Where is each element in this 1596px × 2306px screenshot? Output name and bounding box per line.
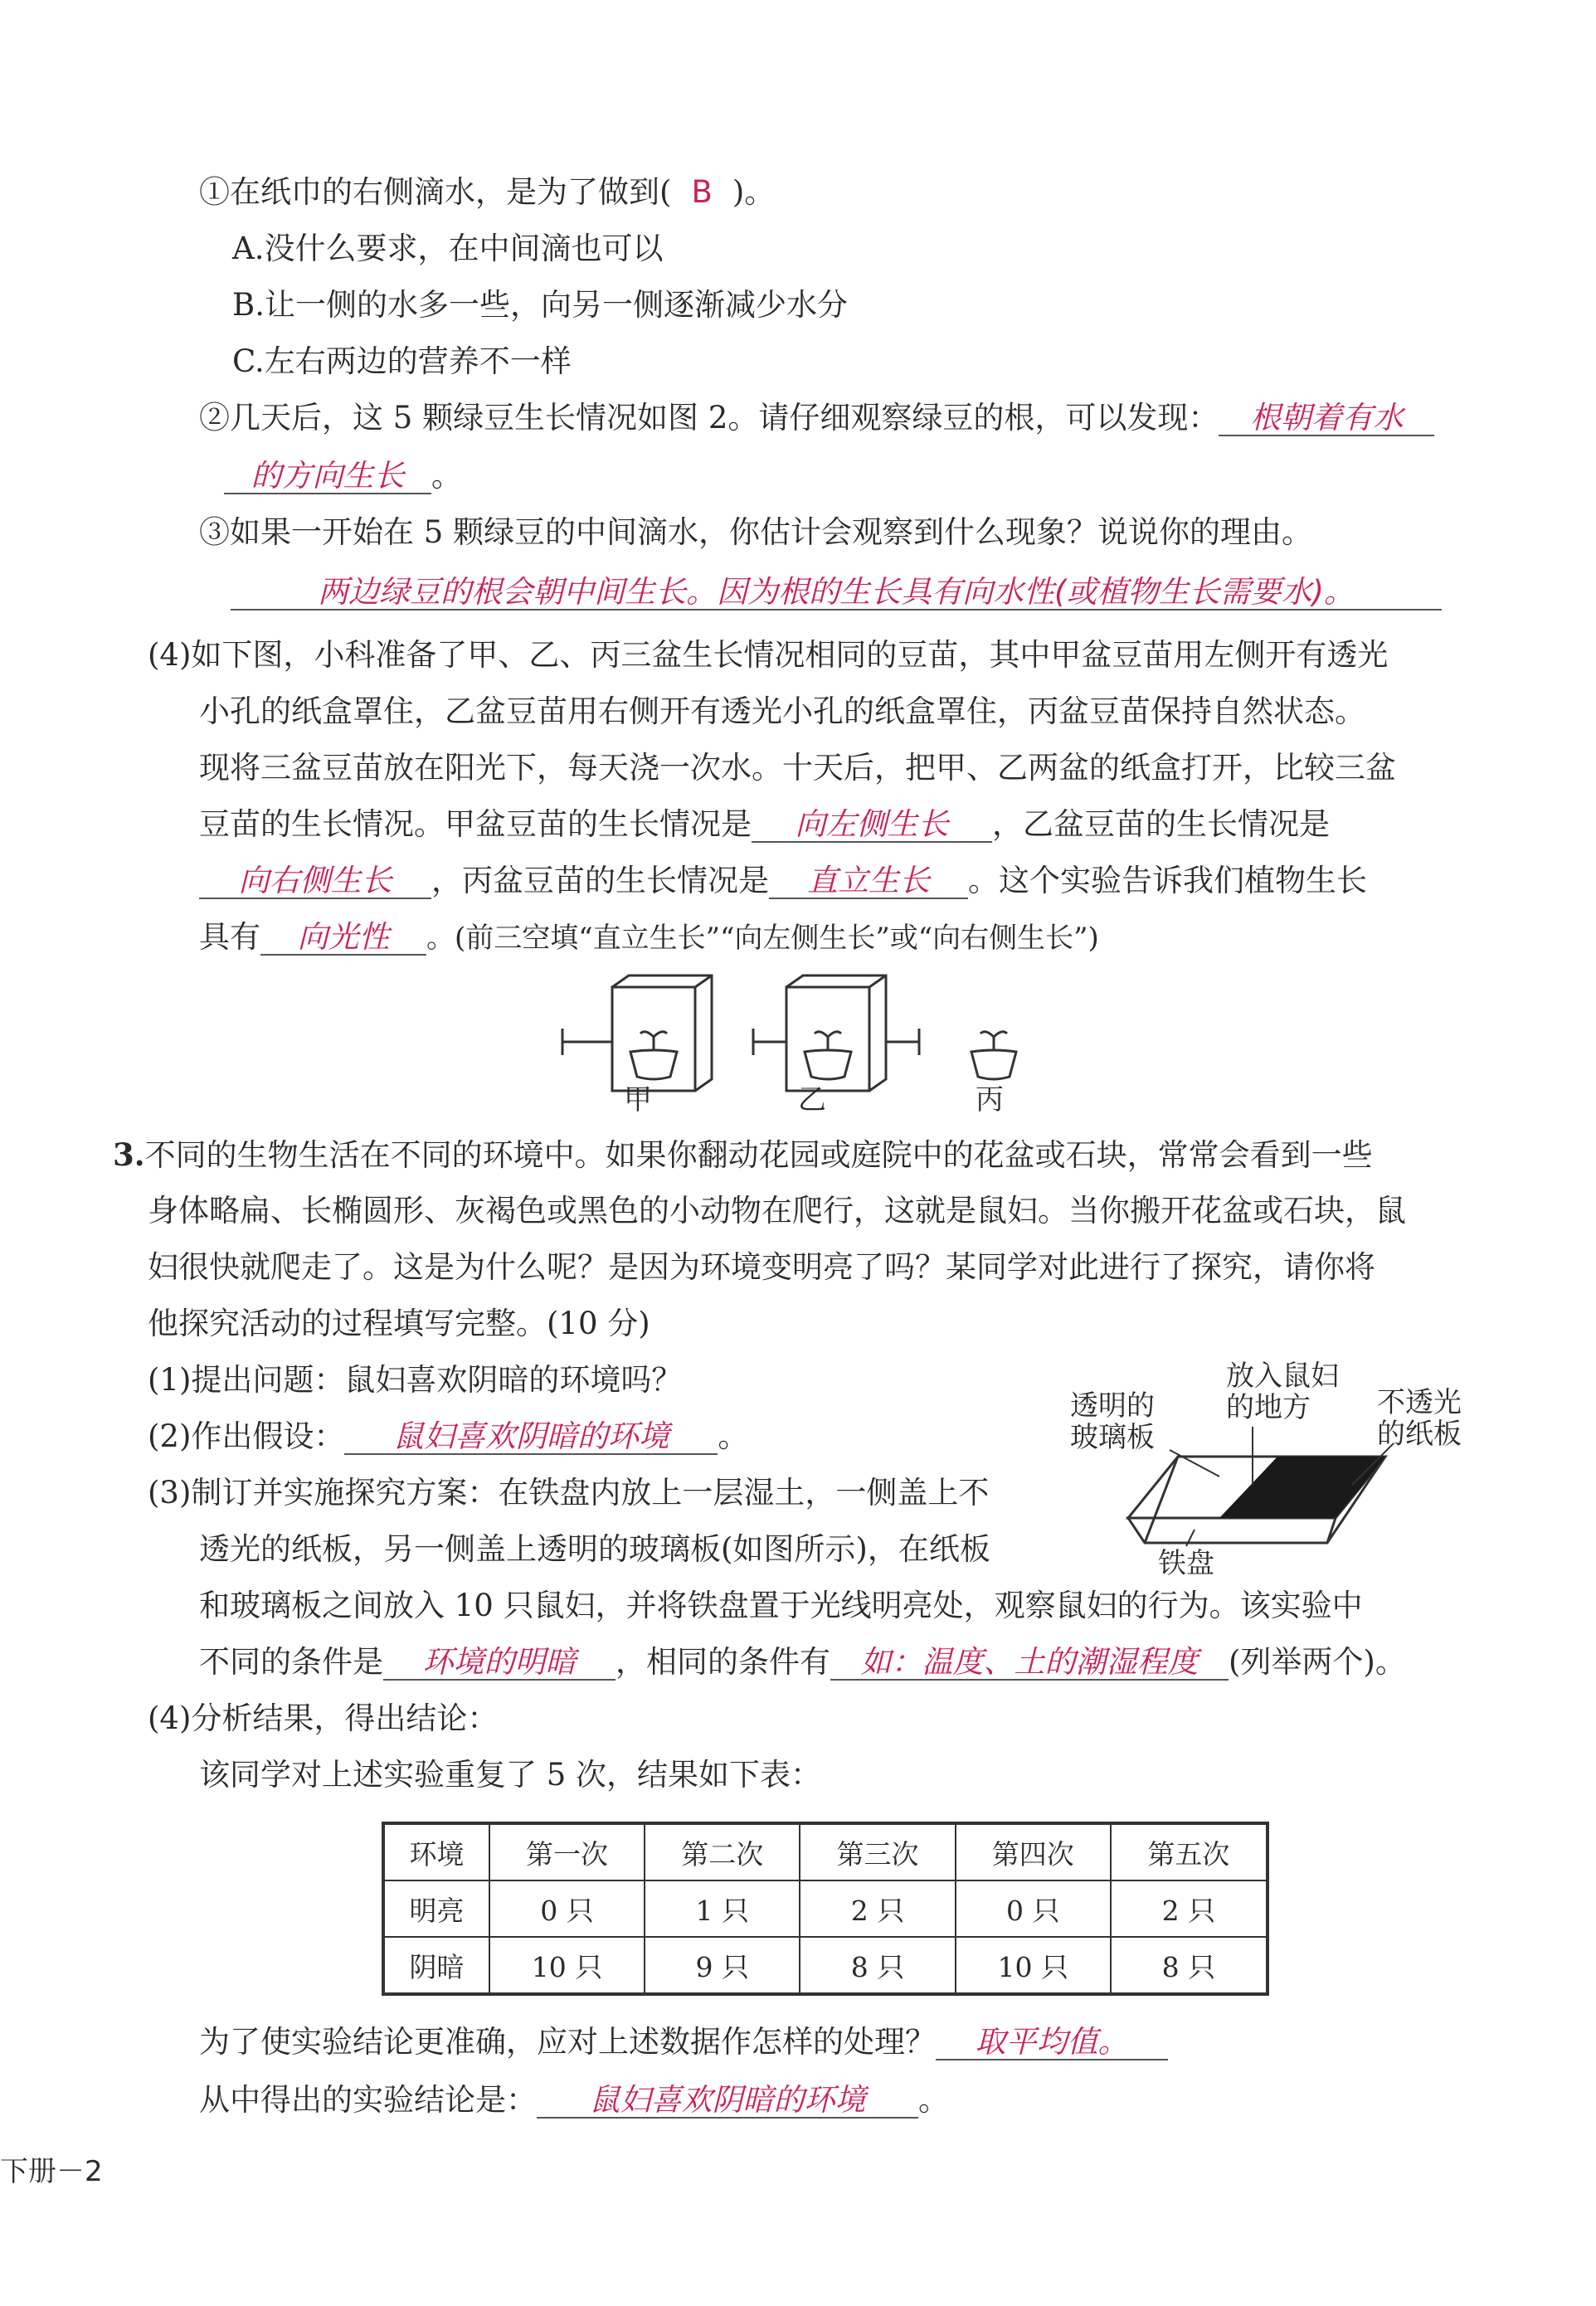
q4-line-4: 豆苗的生长情况。甲盆豆苗的生长情况是 向左侧生长 ，乙盆豆苗的生长情况是 [199,806,1330,842]
q3-step-4: (4)分析结果，得出结论： [148,1700,499,1736]
table-cell: 第一次 [489,1823,645,1880]
answer-2a: 根朝着有水 [1219,401,1434,436]
answer-jia: 向左侧生长 [752,808,992,843]
fig-glass-label-1: 透明的 [1070,1389,1155,1423]
answer-variable: 环境的明暗 [383,1646,616,1681]
q3-line-4: 他探究活动的过程填写完整。(10 分) [148,1306,650,1341]
answer-process: 取平均值。 [936,2026,1168,2060]
answer-yi: 向右侧生长 [199,864,431,899]
label-yi: 乙 [798,1083,826,1117]
table-cell: 10 只 [489,1937,645,1994]
q3-step-3b: 透光的纸板，另一侧盖上透明的玻璃板(如图所示)，在纸板 [199,1531,990,1567]
table-cell: 8 只 [800,1937,955,1994]
table-row [383,1937,1268,1994]
q3-line-1: 3.不同的生物生活在不同的环境中。如果你翻动花园或庭院中的花盆或石块，常常会看到一些 [113,1136,1373,1173]
table-cell: 第三次 [800,1823,955,1880]
table-cell: 阴暗 [383,1937,489,1994]
q3-step-3d: 不同的条件是 环境的明暗 ，相同的条件有 如：温度、土的潮湿程度 (列举两个)。 [199,1644,1406,1680]
table-cell: 第二次 [645,1823,800,1880]
label-bing: 丙 [976,1083,1004,1117]
q2-line-2b: 的方向生长 。 [224,458,462,494]
q3-step-1: (1)提出问题：鼠妇喜欢阴暗的环境吗？ [148,1362,683,1398]
q3-step-2: (2)作出假设： 鼠妇喜欢阴暗的环境 。 [148,1418,749,1454]
answer-hypothesis: 鼠妇喜欢阴暗的环境 [344,1420,718,1455]
table-cell: 明亮 [383,1880,489,1937]
table-cell: 环境 [383,1823,489,1880]
table-cell: 0 只 [956,1880,1111,1937]
fig-place-label-2: 的地方 [1226,1391,1311,1424]
table-cell: 9 只 [645,1937,800,1994]
answer-1: B [691,174,713,210]
table-header-row [383,1823,1268,1880]
q3-line-3: 妇很快就爬走了。这是为什么呢？是因为环境变明亮了吗？某同学对此进行了探究，请你将 [148,1249,1375,1285]
q3-step-3a: (3)制订并实施探究方案：在铁盘内放上一层湿土，一侧盖上不 [148,1475,990,1511]
q3-number: 3. [113,1136,145,1173]
table-row [383,1880,1268,1937]
q2-line-3-answer [231,574,1442,611]
option-b: B.让一侧的水多一些，向另一侧逐渐减少水分 [232,287,848,323]
answer-phototropism: 向光性 [260,921,426,956]
q4-line-2: 小孔的纸盒罩住，乙盆豆苗用右侧开有透光小孔的纸盒罩住，丙盆豆苗保持自然状态。 [199,693,1365,729]
label-jia: 甲 [624,1083,652,1117]
fig-board-label-1: 不透光 [1377,1386,1462,1419]
q2-line-2: ②几天后，这 5 颗绿豆生长情况如图 2。请仔细观察绿豆的根，可以发现： 根朝着有水 [199,400,1434,436]
fig-board-label-2: 的纸板 [1377,1418,1462,1451]
answer-3: 两边绿豆的根会朝中间生长。因为根的生长具有向水性(或植物生长需要水)。 [231,576,1442,611]
table-cell: 10 只 [956,1937,1111,1994]
q4-line-3: 现将三盆豆苗放在阳光下，每天浇一次水。十天后，把甲、乙两盆的纸盒打开，比较三盆 [199,750,1396,786]
q2-line-3: ③如果一开始在 5 颗绿豆的中间滴水，你估计会观察到什么现象？说说你的理由。 [199,514,1313,550]
answer-2b: 的方向生长 [224,460,431,494]
table-cell: 第五次 [1111,1823,1268,1880]
table-cell: 2 只 [1111,1880,1268,1937]
results-table [382,1822,1269,1996]
pot-bing [971,1032,1016,1079]
table-cell: 2 只 [800,1880,955,1937]
q3-conclusion: 从中得出的实验结论是： 鼠妇喜欢阴暗的环境 。 [199,2082,949,2118]
option-a: A.没什么要求，在中间滴也可以 [232,231,664,266]
opaque-board [1219,1457,1385,1518]
q4-line-5: 向右侧生长 ，丙盆豆苗的生长情况是 直立生长 。这个实验告诉我们植物生长 [199,863,1367,899]
page-footer: 下册－2 [0,2155,103,2188]
table-cell: 1 只 [645,1880,800,1937]
answer-constants: 如：温度、土的潮湿程度 [830,1646,1229,1681]
q4-line-6: 具有 向光性 。(前三空填“直立生长”“向左侧生长”或“向右侧生长”) [199,919,1099,955]
answer-conclusion: 鼠妇喜欢阴暗的环境 [537,2084,918,2119]
q3-step-4b: 该同学对上述实验重复了 5 次，结果如下表： [199,1757,822,1793]
q3-step-3c: 和玻璃板之间放入 10 只鼠妇，并将铁盘置于光线明亮处，观察鼠妇的行为。该实验中 [199,1588,1363,1623]
tray-figure [1128,1427,1493,1559]
fig-place-label-1: 放入鼠妇 [1226,1360,1339,1393]
q4-line-1: (4)如下图，小科准备了甲、乙、丙三盆生长情况相同的豆苗，其中甲盆豆苗用左侧开有透光 [148,637,1389,673]
q3-line-2: 身体略扁、长椭圆形、灰褐色或黑色的小动物在爬行，这就是鼠妇。当你搬开花盆或石块，鼠 [148,1193,1406,1228]
table-cell: 8 只 [1111,1937,1268,1994]
q2-line-1: ①在纸巾的右侧滴水，是为了做到( B )。 [199,174,776,210]
fig-tray-label: 铁盘 [1158,1547,1214,1580]
fig-glass-label-2: 玻璃板 [1070,1421,1155,1454]
q3-process-question: 为了使实验结论更准确，应对上述数据作怎样的处理？ 取平均值。 [199,2024,1168,2060]
option-c: C.左右两边的营养不一样 [232,343,572,379]
table-cell: 0 只 [489,1880,645,1937]
answer-bing: 直立生长 [769,864,968,899]
pot-yi-box [753,975,919,1091]
table-cell: 第四次 [956,1823,1111,1880]
pot-jia-box [562,975,712,1091]
